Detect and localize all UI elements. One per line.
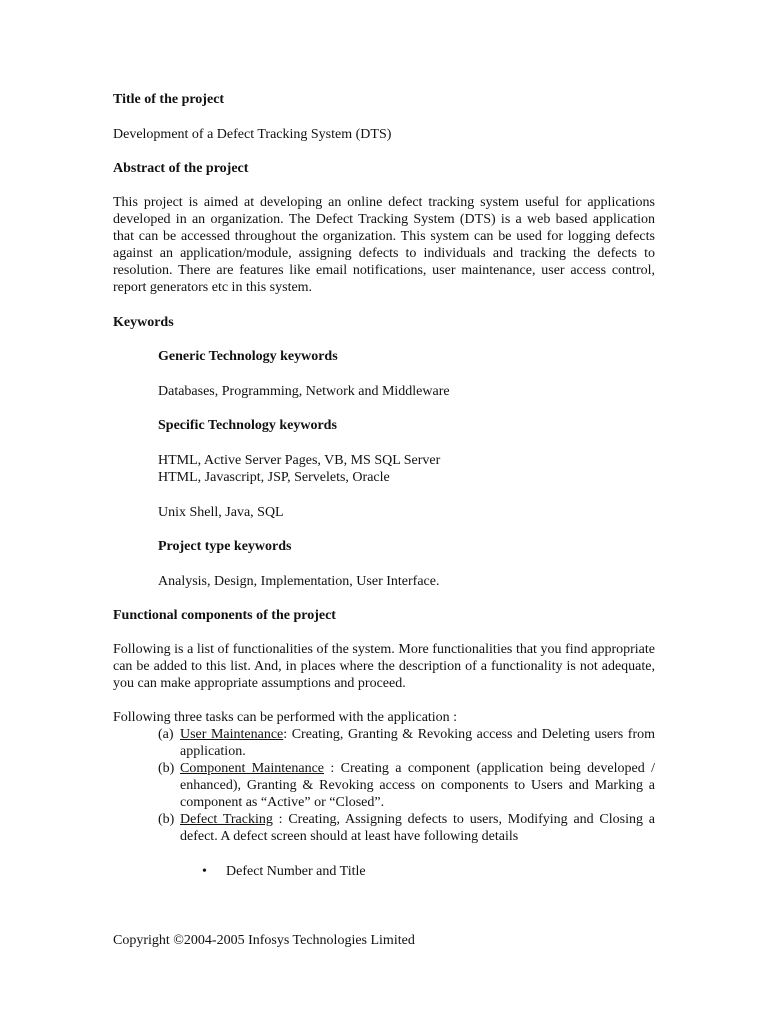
tasks-intro: Following three tasks can be performed with the application : (113, 710, 458, 725)
task-item (113, 760, 655, 811)
specific-technology-line-1: HTML, Active Server Pages, VB, MS SQL Server (158, 453, 441, 468)
task-item (113, 811, 655, 845)
bullet-text: Defect Number and Title (226, 864, 366, 879)
task-marker: (b) (158, 761, 175, 776)
generic-technology-heading: Generic Technology keywords (158, 349, 338, 364)
task-marker: (b) (158, 812, 175, 827)
abstract-heading: Abstract of the project (113, 161, 249, 176)
task-name: Component Maintenance (180, 761, 325, 776)
specific-technology-heading: Specific Technology keywords (158, 418, 337, 433)
document-page (113, 91, 655, 880)
copyright-footer: Copyright ©2004-2005 Infosys Technologies Limited (113, 933, 415, 948)
generic-technology-text: Databases, Programming, Network and Middleware (158, 384, 450, 399)
bullet-item (113, 863, 655, 880)
task-description: : Creating, Granting & Revoking access and Deleting users from application. (180, 727, 655, 759)
project-type-text: Analysis, Design, Implementation, User Interface. (158, 574, 440, 589)
title-text: Development of a Defect Tracking System (DTS) (113, 127, 392, 142)
task-description: : Creating, Assigning defects to users, Modifying and Closing a defect. A defect screen should at least have following details (180, 812, 655, 844)
task-name: Defect Tracking (180, 812, 273, 827)
functional-components-heading: Functional components of the project (113, 608, 336, 623)
keywords-heading: Keywords (113, 315, 174, 330)
functional-components-text: Following is a list of functionalities of the system. More functionalities that you find appropriate can be added to this list. And, in places where the description of a functionality is not adequate, you can make appropriate assumptions and proceed. (113, 642, 655, 691)
abstract-text: This project is aimed at developing an online defect tracking system useful for applications developed in an organization. The Defect Tracking System (DTS) is a web based application that can be accessed throughout the organization. This system can be used for logging defects against an application/module, assigning defects to individuals and tracking the defects to resolution. There are features like email notifications, user maintenance, user access control, report generators etc in this system. (113, 195, 655, 295)
task-marker: (a) (158, 727, 174, 742)
bullet-marker: • (202, 864, 207, 879)
task-description: : Creating a component (application being developed / enhanced), Granting & Revoking access on components to Users and Marking a component as “Active” or “Closed”. (180, 761, 655, 810)
specific-technology-line-3: Unix Shell, Java, SQL (158, 505, 284, 520)
task-name: User Maintenance (180, 727, 284, 742)
title-heading: Title of the project (113, 92, 225, 107)
project-type-heading: Project type keywords (158, 539, 292, 554)
specific-technology-line-2: HTML, Javascript, JSP, Servelets, Oracle (158, 470, 390, 485)
task-item (113, 726, 655, 760)
